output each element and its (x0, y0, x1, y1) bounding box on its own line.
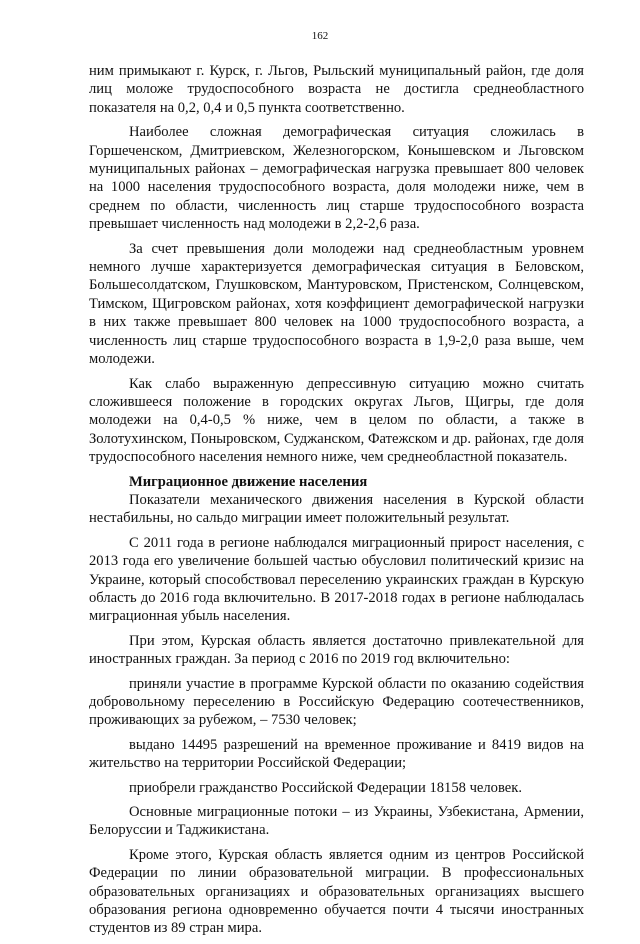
paragraph-depressive-situation: Как слабо выраженную депрессивную ситуацию можно считать сложившееся положение в городских округах Льгов, Щигры, где доля молодежи на 0,4-0,5 % ниже, чем в целом по области, а также в Золотухинском, Поныровском, Суджанском, Фатежском и др. районах, где доля трудоспособного населения немного ниже, чем среднеобластной показатель. (89, 375, 584, 466)
document-body (89, 62, 584, 944)
list-item-permits: выдано 14495 разрешений на временное проживание и 8419 видов на жительство на территории Российской Федерации; (89, 736, 584, 772)
paragraph-migration-indicators: Показатели механического движения населения в Курской области нестабильны, но сальдо миграции имеет положительный результат. (89, 491, 584, 527)
page-number: 162 (311, 30, 329, 42)
section-heading: Миграционное движение населения (129, 473, 368, 490)
paragraph-educational-migration: Кроме этого, Курская область является одним из центров Российской Федерации по линии образовательной миграции. В профессиональных образовательных организациях и образовательных организациях высшего образования региона одновременно обучается почти 4 тысячи иностранных студентов из 89 стран мира. (89, 846, 584, 937)
paragraph-main-flows: Основные миграционные потоки – из Украины, Узбекистана, Армении, Белоруссии и Таджикистана. (89, 804, 584, 839)
list-item-program: приняли участие в программе Курской области по оказанию содействия добровольному переселению в Российскую Федерацию соотечественников, проживающих за рубежом, – 7530 человек; (89, 675, 584, 729)
list-item-citizenship: приобрели гражданство Российской Федерации 18158 человек. (129, 779, 522, 796)
paragraph-migration-growth: С 2011 года в регионе наблюдался миграционный прирост населения, с 2013 года его увеличение большей частью обусловил политический кризис на Украине, который способствовал переселению украинских граждан в Курскую область до 2016 года включительно. В 2017-2018 годах в регионе наблюдалась миграционная убыль населения. (89, 534, 584, 625)
paragraph-better-situation: За счет превышения доли молодежи над среднеобластным уровнем немного лучше характеризуется демографическая ситуация в Беловском, Большесолдатском, Глушковском, Мантуровском, Пристенском, Солнцевском, Тимском, Щигровском районах, хотя коэффициент демографической нагрузки в них также превышает 800 человек на 1000 трудоспособного возраста, а численность лиц старше трудоспособного возраста в 1,9-2,0 раза выше, чем молодежи. (89, 240, 584, 368)
paragraph-continuation: ним примыкают г. Курск, г. Льгов, Рыльский муниципальный район, где доля лиц моложе трудоспособного возраста не достигла среднеобластного показателя на 0,2, 0,4 и 0,5 пункта соответственно. (89, 63, 584, 116)
paragraph-attractiveness: При этом, Курская область является достаточно привлекательной для иностранных граждан. За период с 2016 по 2019 год включительно: (89, 632, 584, 668)
paragraph-difficult-situation: Наиболее сложная демографическая ситуация сложилась в Горшеченском, Дмитриевском, Железногорском, Конышевском и Льговском муниципальных районах – демографическая нагрузка превышает 800 человек на 1000 населения трудоспособного возраста, доля молодежи ниже, чем в среднем по области, численность лиц старше трудоспособного возраста превышает численность над молодежи в 2,2-2,6 раза. (89, 124, 584, 233)
